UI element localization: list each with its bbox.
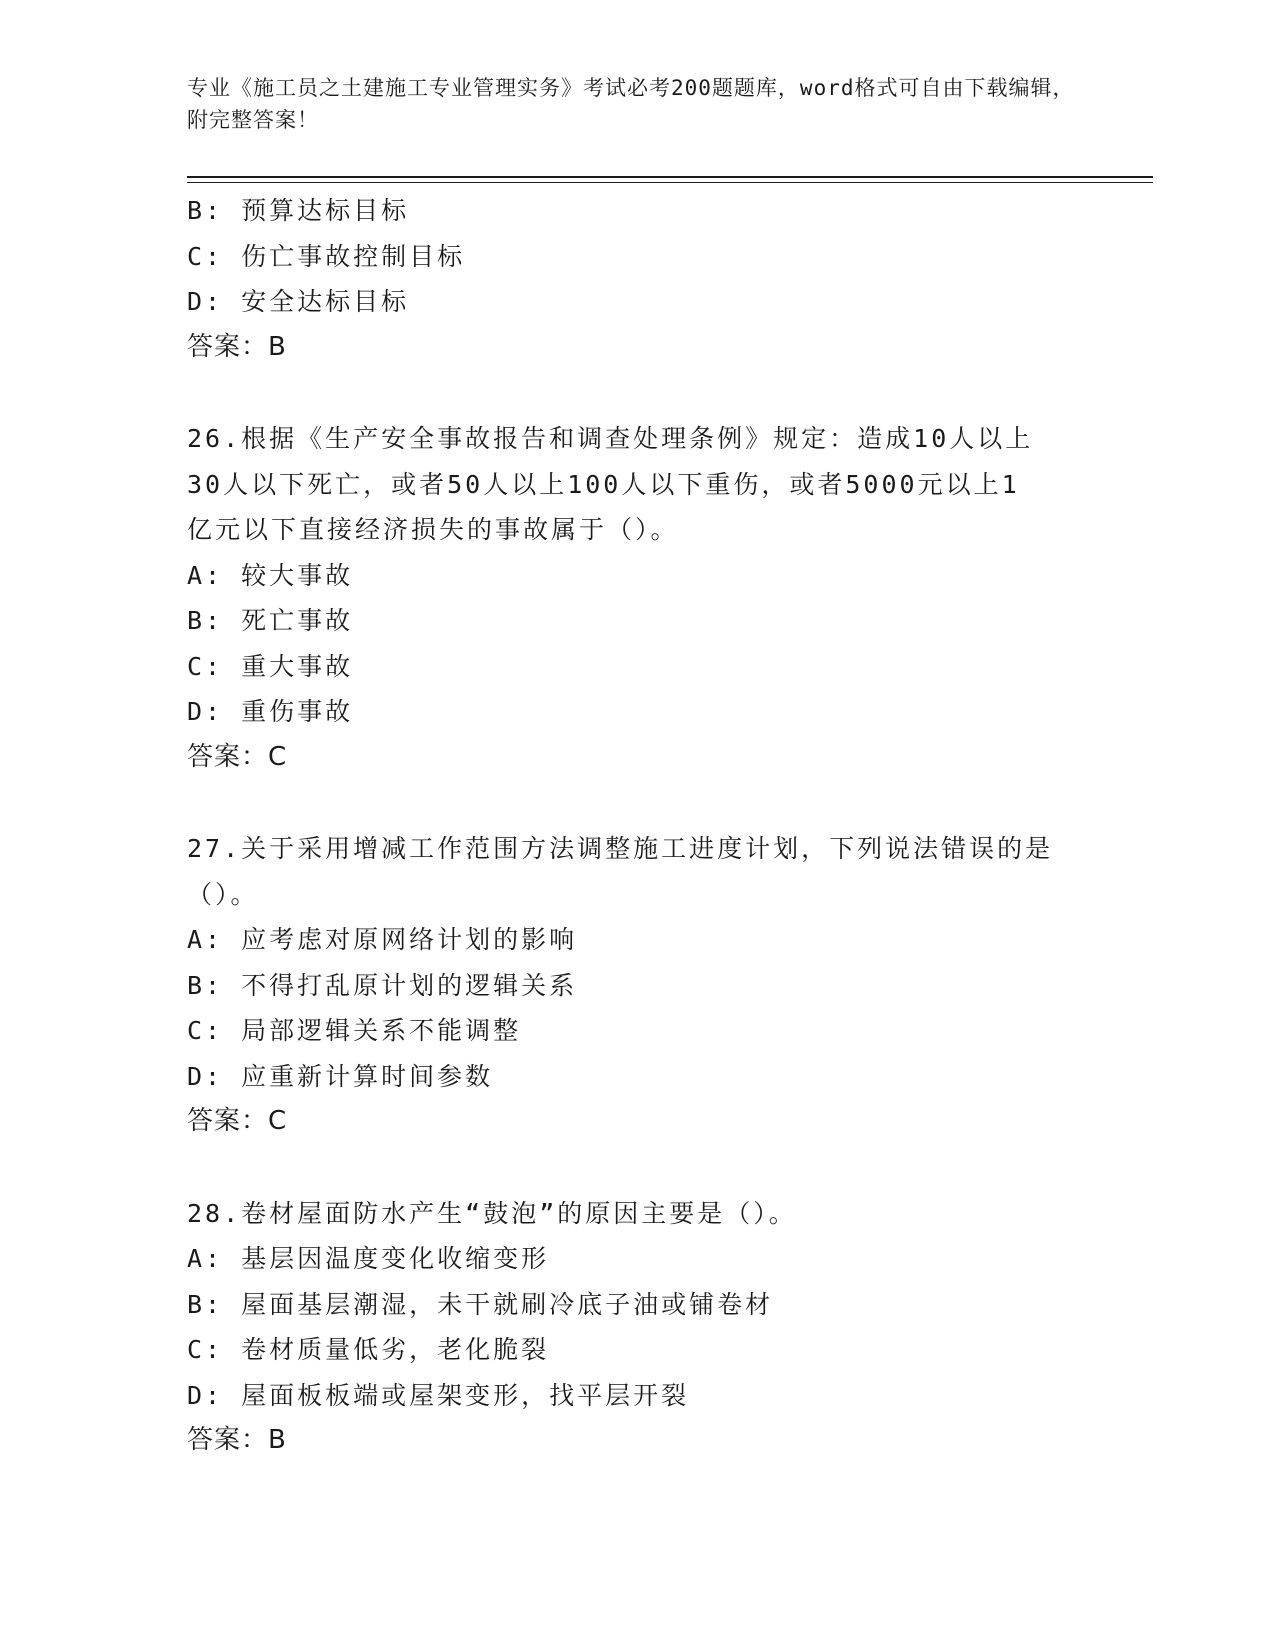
option-a: A: 基层因温度变化收缩变形 bbox=[187, 1244, 550, 1273]
option-d: D: 应重新计算时间参数 bbox=[187, 1061, 494, 1091]
option-b: B: 死亡事故 bbox=[187, 606, 354, 635]
option-c: C: 局部逻辑关系不能调整 bbox=[187, 1016, 522, 1045]
option-d: D: 屋面板板端或屋架变形，找平层开裂 bbox=[187, 1380, 690, 1410]
document-header: 专业《施工员之土建施工专业管理实务》考试必考200题题库，word格式可自由下载编辑，附完整答案！ bbox=[187, 76, 1075, 132]
answer-line: 答案：B bbox=[187, 331, 287, 362]
option-d: D: 安全达标目标 bbox=[187, 287, 410, 316]
header-rule-thick bbox=[187, 176, 1153, 178]
question-stem: 30人以下死亡，或者50人以上100人以下重伤，或者5000元以上1 bbox=[187, 469, 1020, 499]
option-d: D: 重伤事故 bbox=[187, 697, 354, 726]
option-c: C: 伤亡事故控制目标 bbox=[187, 241, 466, 271]
option-a: A: 应考虑对原网络计划的影响 bbox=[187, 925, 578, 954]
option-b: B: 不得打乱原计划的逻辑关系 bbox=[187, 970, 578, 1000]
question-27 bbox=[187, 826, 1087, 1145]
question-28 bbox=[187, 1191, 1087, 1464]
option-c: C: 重大事故 bbox=[187, 651, 354, 681]
previous-question-tail bbox=[187, 188, 1087, 370]
question-stem: 亿元以下直接经济损失的事故属于（）。 bbox=[187, 515, 679, 544]
question-26 bbox=[187, 416, 1087, 780]
answer-line: 答案：C bbox=[187, 1106, 288, 1136]
option-b: B: 预算达标目标 bbox=[187, 196, 410, 225]
question-stem: 26.根据《生产安全事故报告和调查处理条例》规定：造成10人以上 bbox=[187, 424, 1034, 453]
option-c: C: 卷材质量低劣，老化脆裂 bbox=[187, 1335, 550, 1364]
header-rule-thin bbox=[187, 182, 1153, 183]
question-content bbox=[187, 188, 1087, 1464]
question-stem: （）。 bbox=[187, 879, 259, 909]
option-a: A: 较大事故 bbox=[187, 560, 354, 590]
answer-line: 答案：B bbox=[187, 1425, 287, 1455]
question-stem: 27.关于采用增减工作范围方法调整施工进度计划，下列说法错误的是 bbox=[187, 834, 1054, 863]
answer-line: 答案：C bbox=[187, 741, 288, 772]
question-stem: 28.卷材屋面防水产生“鼓泡”的原因主要是（）。 bbox=[187, 1198, 797, 1228]
option-b: B: 屋面基层潮湿，未干就刷冷底子油或铺卷材 bbox=[187, 1289, 774, 1319]
